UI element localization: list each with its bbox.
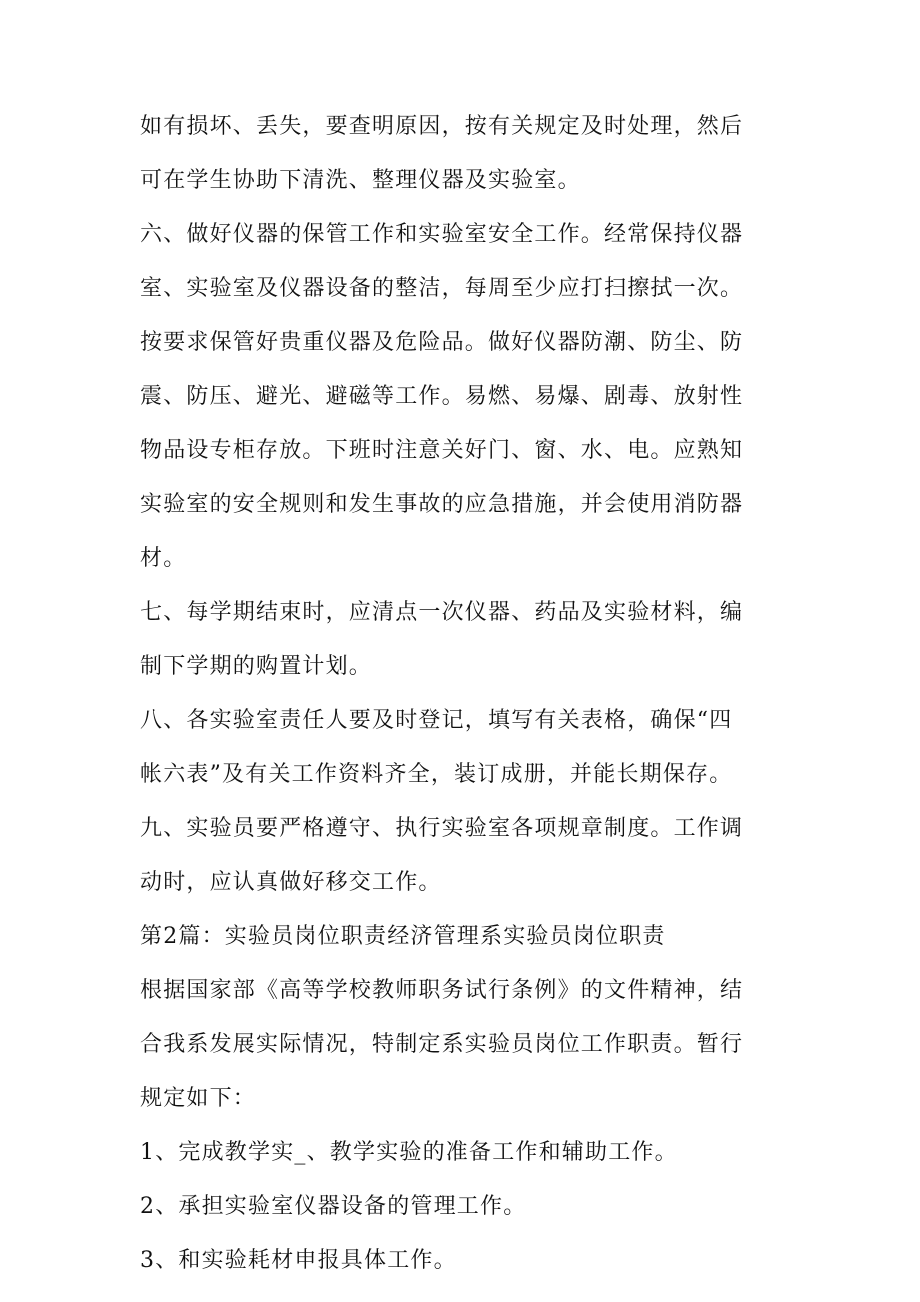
list-item: 1、完成教学实_、教学实验的准备工作和辅助工作。	[140, 1140, 678, 1165]
section-heading: 第2篇：实验员岗位职责经济管理系实验员岗位职责	[140, 924, 666, 949]
text-line: 制下学期的购置计划。	[140, 654, 373, 679]
text-line: 实验室的安全规则和发生事故的应急措施，并会使用消防器	[140, 492, 744, 517]
text-line: 震、防压、避光、避磁等工作。易燃、易爆、剧毒、放射性	[140, 384, 744, 409]
document-body	[140, 112, 800, 1300]
text-line: 动时，应认真做好移交工作。	[140, 870, 442, 895]
text-line: 七、每学期结束时，应清点一次仪器、药品及实验材料，编	[140, 600, 744, 625]
text-line: 八、各实验室责任人要及时登记，填写有关表格，确保“四	[140, 708, 733, 733]
text-line: 如有损坏、丢失，要查明原因，按有关规定及时处理，然后	[140, 114, 744, 139]
text-line: 可在学生协助下清洗、整理仪器及实验室。	[140, 168, 581, 193]
text-line: 根据国家部《高等学校教师职务试行条例》的文件精神，结	[140, 978, 744, 1003]
text-line: 物品设专柜存放。下班时注意关好门、窗、水、电。应熟知	[140, 438, 744, 463]
text-line: 按要求保管好贵重仪器及危险品。做好仪器防潮、防尘、防	[140, 330, 744, 355]
text-line: 材。	[140, 546, 187, 571]
text-line: 合我系发展实际情况，特制定系实验员岗位工作职责。暂行	[140, 1032, 744, 1057]
text-line: 室、实验室及仪器设备的整洁，每周至少应打扫擦拭一次。	[140, 276, 744, 301]
text-line: 规定如下：	[140, 1086, 257, 1111]
list-item: 2、承担实验室仪器设备的管理工作。	[140, 1194, 527, 1219]
text-line: 帐六表”及有关工作资料齐全，装订成册，并能长期保存。	[140, 762, 733, 787]
list-item: 3、和实验耗材申报具体工作。	[140, 1248, 457, 1273]
text-line: 六、做好仪器的保管工作和实验室安全工作。经常保持仪器	[140, 222, 744, 247]
text-line: 九、实验员要严格遵守、执行实验室各项规章制度。工作调	[140, 816, 744, 841]
